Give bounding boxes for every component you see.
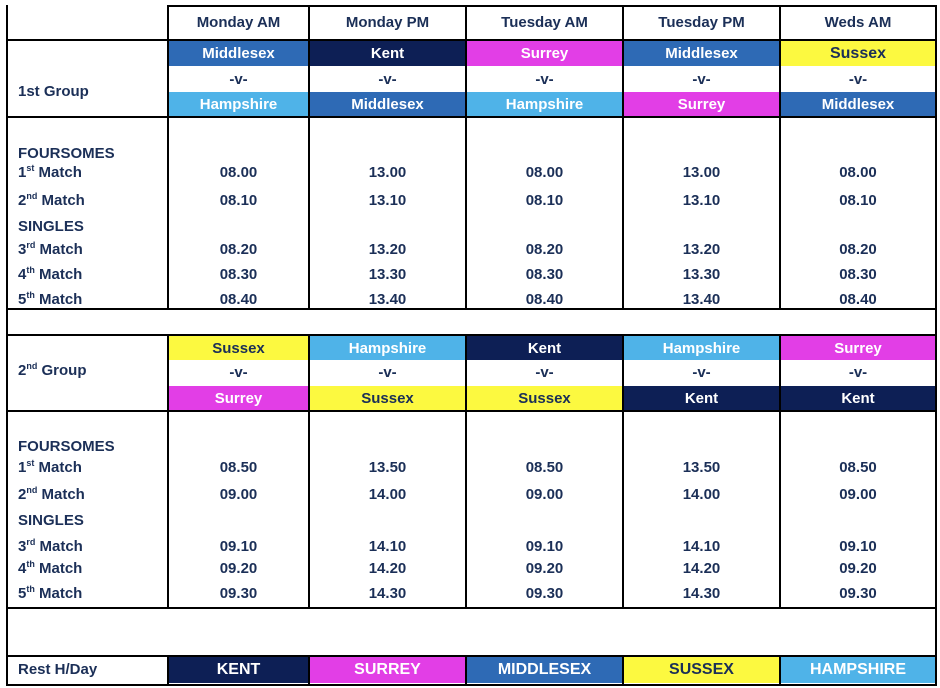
group2-tee-time: 14.00 (682, 486, 721, 503)
group1-home-team: Sussex (781, 41, 935, 66)
group1-away-team: Hampshire (467, 92, 622, 116)
group2-tee-time: 14.20 (682, 560, 721, 577)
group1-tee-time: 13.10 (682, 192, 721, 209)
group2-match-label: 3rd Match (18, 537, 83, 555)
group2-tee-time: 09.30 (525, 585, 564, 602)
group2-home-team: Hampshire (310, 336, 465, 360)
group1-match-label: 2nd Match (18, 191, 85, 209)
group1-versus: -v- (692, 71, 711, 88)
group1-label: 1st Group (18, 83, 89, 100)
group1-tee-time: 08.40 (525, 291, 564, 308)
group2-versus: -v- (378, 364, 397, 381)
group1-tee-time: 08.10 (219, 192, 258, 209)
group1-tee-time: 08.20 (839, 241, 877, 258)
group2-versus: -v- (535, 364, 554, 381)
group1-tee-time: 08.40 (839, 291, 877, 308)
group2-match-label: 4th Match (18, 559, 83, 577)
group2-tee-time: 08.50 (839, 459, 877, 476)
group2-versus: -v- (229, 364, 248, 381)
grid-line (6, 5, 8, 686)
grid-line (779, 5, 781, 310)
group1-versus: -v- (535, 71, 554, 88)
group2-tee-time: 13.50 (368, 459, 407, 476)
grid-line (167, 5, 937, 7)
grid-line (465, 655, 467, 686)
group2-tee-time: 09.10 (219, 538, 258, 555)
group2-match-label: 1st Match (18, 458, 82, 476)
group2-away-team: Kent (624, 386, 779, 410)
rest-day-label: Rest H/Day (18, 661, 98, 678)
group2-tee-time: 14.10 (682, 538, 721, 555)
group1-tee-time: 13.10 (368, 192, 407, 209)
rest-day-team: HAMPSHIRE (781, 657, 935, 683)
grid-line (779, 655, 781, 686)
grid-line (308, 334, 310, 609)
group1-versus: -v- (848, 71, 868, 88)
group2-tee-time: 08.50 (219, 459, 258, 476)
group2-tee-time: 13.50 (682, 459, 721, 476)
group2-versus: -v- (848, 364, 868, 381)
group1-singles-label: SINGLES (18, 218, 84, 235)
group2-tee-time: 09.00 (525, 486, 564, 503)
grid-line (6, 39, 937, 41)
header-2: Tuesday AM (501, 14, 588, 31)
rest-day-team: KENT (169, 657, 308, 683)
grid-line (308, 5, 310, 310)
group2-away-team: Sussex (310, 386, 465, 410)
group2-home-team: Kent (467, 336, 622, 360)
group1-away-team: Middlesex (781, 92, 935, 116)
group2-foursomes-label: FOURSOMES (18, 438, 115, 455)
group2-tee-time: 09.30 (839, 585, 877, 602)
group1-match-label: 1st Match (18, 163, 82, 181)
group2-tee-time: 09.10 (839, 538, 877, 555)
group1-tee-time: 08.30 (839, 266, 877, 283)
grid-line (6, 655, 937, 657)
grid-line (6, 116, 937, 118)
grid-line (465, 5, 467, 310)
group1-tee-time: 08.40 (219, 291, 258, 308)
group2-away-team: Surrey (169, 386, 308, 410)
group1-tee-time: 08.30 (525, 266, 564, 283)
group1-tee-time: 13.20 (368, 241, 407, 258)
group1-away-team: Middlesex (310, 92, 465, 116)
group2-match-label: 2nd Match (18, 485, 85, 503)
grid-line (6, 607, 937, 609)
group1-home-team: Kent (310, 41, 465, 66)
group1-away-team: Surrey (624, 92, 779, 116)
group1-tee-time: 08.20 (525, 241, 564, 258)
group2-singles-label: SINGLES (18, 512, 84, 529)
grid-line (622, 5, 624, 310)
group2-tee-time: 09.00 (839, 486, 877, 503)
group2-away-team: Kent (781, 386, 935, 410)
grid-line (465, 334, 467, 609)
group1-home-team: Surrey (467, 41, 622, 66)
group1-tee-time: 13.40 (682, 291, 721, 308)
group1-tee-time: 13.20 (682, 241, 721, 258)
group2-tee-time: 08.50 (525, 459, 564, 476)
header-1: Monday PM (345, 14, 430, 31)
group1-match-label: 4th Match (18, 265, 83, 283)
group2-tee-time: 09.30 (219, 585, 258, 602)
group2-label: 2nd Group (18, 361, 87, 379)
group2-match-label: 5th Match (18, 584, 83, 602)
group2-tee-time: 14.00 (368, 486, 407, 503)
grid-line (935, 5, 937, 686)
group1-tee-time: 13.40 (368, 291, 407, 308)
rest-day-team: SUSSEX (624, 657, 779, 683)
group1-match-label: 3rd Match (18, 240, 83, 258)
header-3: Tuesday PM (658, 14, 745, 31)
group2-versus: -v- (692, 364, 711, 381)
group1-tee-time: 13.00 (682, 164, 721, 181)
group1-home-team: Middlesex (624, 41, 779, 66)
grid-line (622, 655, 624, 686)
group2-home-team: Surrey (781, 336, 935, 360)
group1-home-team: Middlesex (169, 41, 308, 66)
group2-tee-time: 14.30 (682, 585, 721, 602)
grid-line (622, 334, 624, 609)
group2-tee-time: 09.10 (525, 538, 564, 555)
group2-tee-time: 09.20 (219, 560, 258, 577)
group2-tee-time: 14.20 (368, 560, 407, 577)
group2-tee-time: 14.10 (368, 538, 407, 555)
group1-tee-time: 13.00 (368, 164, 407, 181)
group2-tee-time: 09.20 (839, 560, 877, 577)
grid-line (6, 684, 937, 686)
group2-tee-time: 14.30 (368, 585, 407, 602)
grid-line (779, 334, 781, 609)
group1-versus: -v- (378, 71, 397, 88)
group1-tee-time: 08.00 (219, 164, 258, 181)
grid-line (6, 334, 937, 336)
group1-versus: -v- (229, 71, 248, 88)
header-0: Monday AM (196, 14, 281, 31)
group1-tee-time: 08.30 (219, 266, 258, 283)
group1-foursomes-label: FOURSOMES (18, 145, 115, 162)
grid-line (167, 5, 169, 310)
group1-away-team: Hampshire (169, 92, 308, 116)
rest-day-team: SURREY (310, 657, 465, 683)
grid-line (6, 410, 937, 412)
group2-home-team: Hampshire (624, 336, 779, 360)
group1-tee-time: 13.30 (368, 266, 407, 283)
group1-tee-time: 08.00 (839, 164, 877, 181)
group2-tee-time: 09.20 (525, 560, 564, 577)
group2-away-team: Sussex (467, 386, 622, 410)
header-4: Weds AM (824, 14, 892, 31)
group2-tee-time: 09.00 (219, 486, 258, 503)
grid-line (308, 655, 310, 686)
group1-tee-time: 08.10 (525, 192, 564, 209)
group1-tee-time: 08.20 (219, 241, 258, 258)
group1-match-label: 5th Match (18, 290, 83, 308)
group1-tee-time: 13.30 (682, 266, 721, 283)
grid-line (167, 655, 169, 686)
group1-tee-time: 08.10 (839, 192, 877, 209)
grid-line (6, 308, 937, 310)
grid-line (167, 334, 169, 609)
group2-home-team: Sussex (169, 336, 308, 360)
rest-day-team: MIDDLESEX (467, 657, 622, 683)
group1-tee-time: 08.00 (525, 164, 564, 181)
